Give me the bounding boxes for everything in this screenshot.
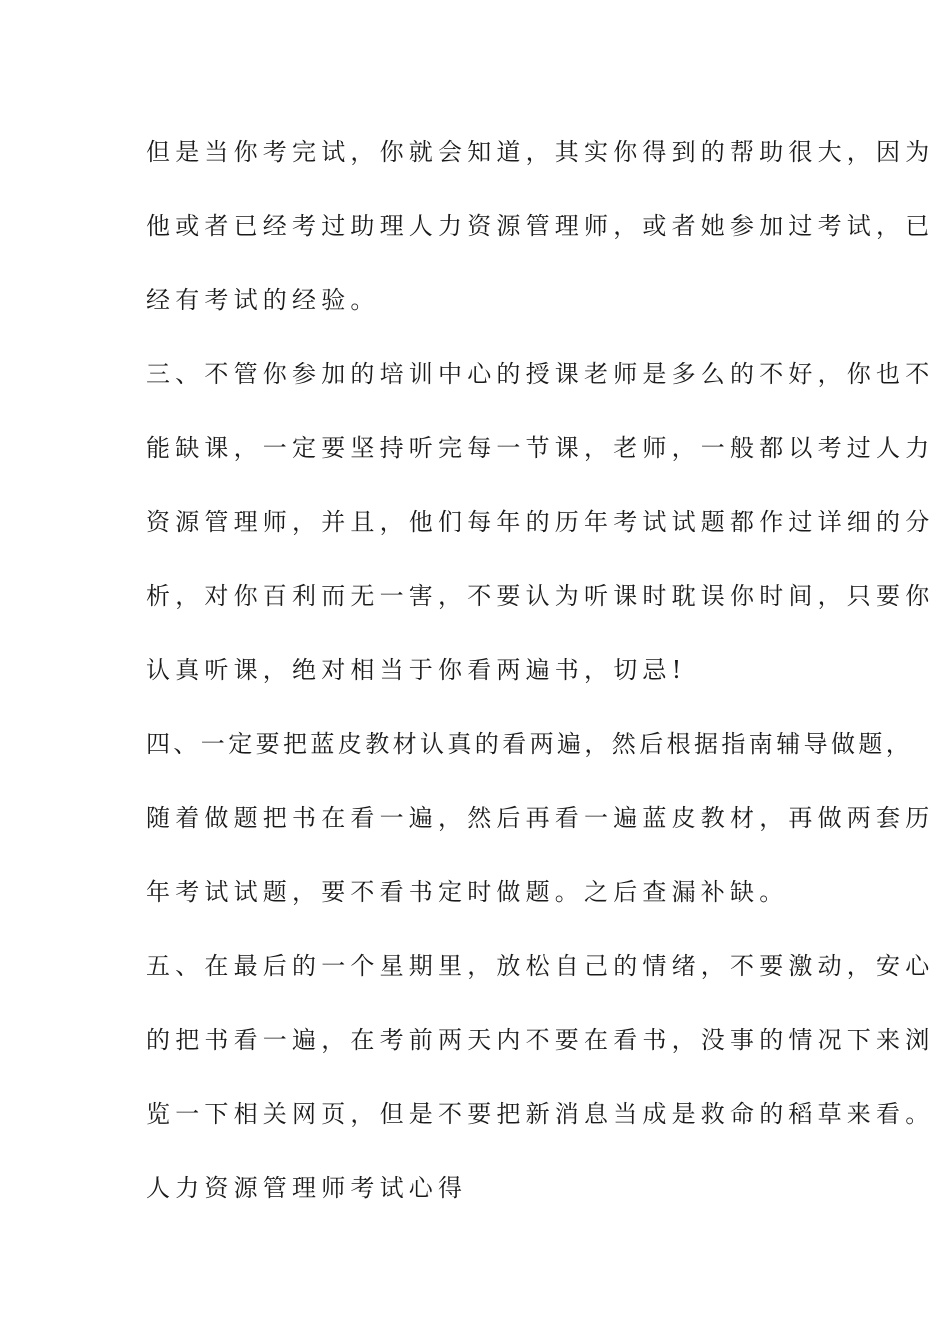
text-line: 经有考试的经验。 (146, 286, 380, 314)
text-line: 析，对你百利而无一害，不要认为听课时耽误你时间，只要你 (146, 582, 935, 610)
text-line: 他或者已经考过助理人力资源管理师，或者她参加过考试，已 (146, 212, 935, 240)
document-body (146, 130, 935, 1240)
text-line: 三、不管你参加的培训中心的授课老师是多么的不好，你也不 (146, 360, 935, 388)
text-line: 五、在最后的一个星期里，放松自己的情绪，不要激动，安心 (146, 952, 935, 980)
text-line: 随着做题把书在看一遍，然后再看一遍蓝皮教材，再做两套历 (146, 804, 935, 832)
section-heading: 人力资源管理师考试心得 (146, 1174, 468, 1202)
text-line: 览一下相关网页，但是不要把新消息当成是救命的稻草来看。 (146, 1100, 935, 1128)
text-line: 能缺课，一定要坚持听完每一节课，老师，一般都以考过人力 (146, 434, 935, 462)
text-line: 四、一定要把蓝皮教材认真的看两遍，然后根据指南辅导做题， (146, 730, 914, 758)
text-line: 的把书看一遍，在考前两天内不要在看书，没事的情况下来浏 (146, 1026, 935, 1054)
text-line: 但是当你考完试，你就会知道，其实你得到的帮助很大，因为 (146, 138, 935, 166)
text-line: 年考试试题，要不看书定时做题。之后查漏补缺。 (146, 878, 789, 906)
text-line: 资源管理师，并且，他们每年的历年考试试题都作过详细的分 (146, 508, 935, 536)
text-line: 认真听课，绝对相当于你看两遍书，切忌! (146, 656, 687, 684)
